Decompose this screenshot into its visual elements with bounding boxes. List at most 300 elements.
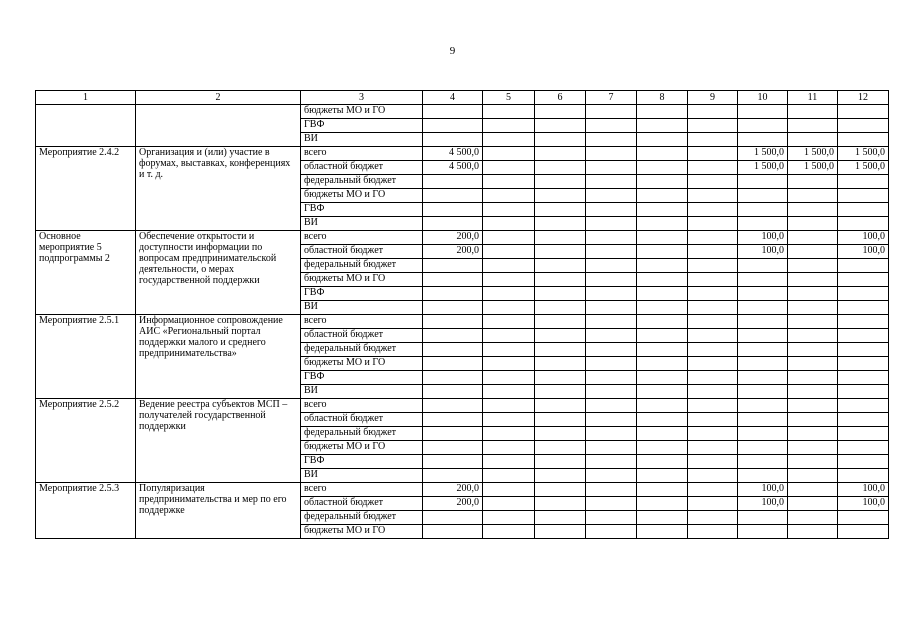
amount-cell-11 <box>788 371 838 385</box>
empty-cell <box>535 315 586 329</box>
empty-cell <box>688 301 738 315</box>
amount-cell-12 <box>838 273 889 287</box>
amount-cell-10 <box>738 203 788 217</box>
amount-cell-11 <box>788 343 838 357</box>
empty-cell <box>483 315 535 329</box>
empty-cell <box>637 231 688 245</box>
empty-cell <box>535 287 586 301</box>
empty-cell <box>688 357 738 371</box>
amount-cell-12 <box>838 413 889 427</box>
funding-source-cell: ГВФ <box>301 371 423 385</box>
amount-cell-10 <box>738 385 788 399</box>
amount-cell-11 <box>788 385 838 399</box>
amount-cell-10: 1 500,0 <box>738 161 788 175</box>
funding-source-cell: федеральный бюджет <box>301 175 423 189</box>
funding-source-cell: всего <box>301 399 423 413</box>
amount-cell-11 <box>788 399 838 413</box>
amount-cell-10 <box>738 371 788 385</box>
empty-cell <box>586 161 637 175</box>
amount-cell-4 <box>423 469 483 483</box>
amount-cell-10 <box>738 105 788 119</box>
empty-cell <box>483 175 535 189</box>
amount-cell-12 <box>838 189 889 203</box>
amount-cell-4 <box>423 273 483 287</box>
activity-cell: Мероприятие 2.4.2 <box>36 147 136 231</box>
funding-source-cell: ГВФ <box>301 287 423 301</box>
empty-cell <box>688 371 738 385</box>
column-header: 6 <box>535 91 586 105</box>
empty-cell <box>637 301 688 315</box>
amount-cell-10 <box>738 357 788 371</box>
empty-cell <box>637 217 688 231</box>
empty-cell <box>586 231 637 245</box>
column-header: 4 <box>423 91 483 105</box>
amount-cell-4 <box>423 105 483 119</box>
empty-cell <box>688 525 738 539</box>
activity-cell: Мероприятие 2.5.2 <box>36 399 136 483</box>
amount-cell-12 <box>838 133 889 147</box>
empty-cell <box>586 175 637 189</box>
empty-cell <box>535 455 586 469</box>
empty-cell <box>535 511 586 525</box>
funding-source-cell: областной бюджет <box>301 245 423 259</box>
empty-cell <box>535 105 586 119</box>
funding-source-cell: областной бюджет <box>301 413 423 427</box>
empty-cell <box>637 497 688 511</box>
empty-cell <box>586 301 637 315</box>
activity-cell: Мероприятие 2.5.3 <box>36 483 136 539</box>
funding-source-cell: всего <box>301 315 423 329</box>
empty-cell <box>586 259 637 273</box>
activity-cell <box>36 105 136 147</box>
amount-cell-10 <box>738 343 788 357</box>
empty-cell <box>688 189 738 203</box>
empty-cell <box>586 399 637 413</box>
amount-cell-10 <box>738 119 788 133</box>
funding-source-cell: областной бюджет <box>301 329 423 343</box>
empty-cell <box>483 189 535 203</box>
empty-cell <box>483 525 535 539</box>
empty-cell <box>483 161 535 175</box>
amount-cell-11 <box>788 483 838 497</box>
column-header: 7 <box>586 91 637 105</box>
empty-cell <box>483 413 535 427</box>
amount-cell-12 <box>838 525 889 539</box>
amount-cell-11 <box>788 441 838 455</box>
amount-cell-11 <box>788 413 838 427</box>
amount-cell-4 <box>423 455 483 469</box>
amount-cell-11 <box>788 357 838 371</box>
empty-cell <box>586 385 637 399</box>
amount-cell-11 <box>788 511 838 525</box>
empty-cell <box>586 105 637 119</box>
empty-cell <box>535 133 586 147</box>
empty-cell <box>483 301 535 315</box>
amount-cell-12 <box>838 385 889 399</box>
empty-cell <box>688 245 738 259</box>
amount-cell-10: 100,0 <box>738 497 788 511</box>
empty-cell <box>688 287 738 301</box>
empty-cell <box>483 147 535 161</box>
empty-cell <box>586 329 637 343</box>
empty-cell <box>688 441 738 455</box>
empty-cell <box>586 357 637 371</box>
amount-cell-11: 1 500,0 <box>788 147 838 161</box>
empty-cell <box>637 371 688 385</box>
column-header: 2 <box>136 91 301 105</box>
amount-cell-12 <box>838 287 889 301</box>
empty-cell <box>586 469 637 483</box>
amount-cell-4 <box>423 371 483 385</box>
amount-cell-4 <box>423 441 483 455</box>
amount-cell-12 <box>838 511 889 525</box>
amount-cell-12 <box>838 441 889 455</box>
amount-cell-12: 100,0 <box>838 231 889 245</box>
amount-cell-4: 4 500,0 <box>423 161 483 175</box>
amount-cell-4 <box>423 385 483 399</box>
empty-cell <box>586 511 637 525</box>
amount-cell-12 <box>838 399 889 413</box>
amount-cell-4: 200,0 <box>423 497 483 511</box>
empty-cell <box>688 483 738 497</box>
empty-cell <box>637 259 688 273</box>
description-cell: Организация и (или) участие в форумах, выставках, конференциях и т. д. <box>136 147 301 231</box>
empty-cell <box>535 441 586 455</box>
funding-source-cell: бюджеты МО и ГО <box>301 357 423 371</box>
empty-cell <box>535 231 586 245</box>
funding-source-cell: ВИ <box>301 469 423 483</box>
empty-cell <box>535 399 586 413</box>
empty-cell <box>535 413 586 427</box>
empty-cell <box>688 105 738 119</box>
amount-cell-4 <box>423 217 483 231</box>
empty-cell <box>483 343 535 357</box>
empty-cell <box>535 217 586 231</box>
funding-source-cell: бюджеты МО и ГО <box>301 189 423 203</box>
amount-cell-10 <box>738 441 788 455</box>
amount-cell-4 <box>423 357 483 371</box>
amount-cell-11 <box>788 259 838 273</box>
empty-cell <box>483 329 535 343</box>
empty-cell <box>688 427 738 441</box>
empty-cell <box>535 385 586 399</box>
empty-cell <box>586 315 637 329</box>
empty-cell <box>586 273 637 287</box>
amount-cell-11: 1 500,0 <box>788 161 838 175</box>
amount-cell-4 <box>423 399 483 413</box>
empty-cell <box>483 357 535 371</box>
empty-cell <box>535 427 586 441</box>
empty-cell <box>637 441 688 455</box>
empty-cell <box>637 413 688 427</box>
column-header: 3 <box>301 91 423 105</box>
empty-cell <box>688 343 738 357</box>
amount-cell-10 <box>738 413 788 427</box>
empty-cell <box>483 105 535 119</box>
funding-source-cell: ГВФ <box>301 203 423 217</box>
amount-cell-11 <box>788 231 838 245</box>
amount-cell-11 <box>788 133 838 147</box>
amount-cell-10 <box>738 217 788 231</box>
funding-source-cell: федеральный бюджет <box>301 511 423 525</box>
amount-cell-12 <box>838 469 889 483</box>
amount-cell-4 <box>423 259 483 273</box>
empty-cell <box>535 119 586 133</box>
funding-source-cell: областной бюджет <box>301 497 423 511</box>
empty-cell <box>483 441 535 455</box>
empty-cell <box>483 497 535 511</box>
empty-cell <box>688 455 738 469</box>
amount-cell-10 <box>738 175 788 189</box>
empty-cell <box>483 203 535 217</box>
empty-cell <box>637 203 688 217</box>
column-header: 10 <box>738 91 788 105</box>
empty-cell <box>688 511 738 525</box>
amount-cell-10 <box>738 427 788 441</box>
amount-cell-4 <box>423 525 483 539</box>
amount-cell-11 <box>788 497 838 511</box>
amount-cell-4 <box>423 315 483 329</box>
amount-cell-11 <box>788 301 838 315</box>
amount-cell-11 <box>788 329 838 343</box>
empty-cell <box>637 245 688 259</box>
empty-cell <box>586 217 637 231</box>
amount-cell-12 <box>838 455 889 469</box>
empty-cell <box>688 147 738 161</box>
amount-cell-11 <box>788 427 838 441</box>
empty-cell <box>535 357 586 371</box>
empty-cell <box>637 147 688 161</box>
empty-cell <box>535 301 586 315</box>
empty-cell <box>637 483 688 497</box>
amount-cell-11 <box>788 273 838 287</box>
column-header: 5 <box>483 91 535 105</box>
table-row <box>36 231 889 245</box>
empty-cell <box>688 259 738 273</box>
funding-source-cell: ВИ <box>301 133 423 147</box>
activity-cell: Мероприятие 2.5.1 <box>36 315 136 399</box>
empty-cell <box>586 133 637 147</box>
empty-cell <box>637 133 688 147</box>
amount-cell-12 <box>838 329 889 343</box>
empty-cell <box>586 119 637 133</box>
amount-cell-10 <box>738 273 788 287</box>
empty-cell <box>637 399 688 413</box>
empty-cell <box>637 427 688 441</box>
empty-cell <box>637 511 688 525</box>
empty-cell <box>483 259 535 273</box>
description-cell: Информационное сопровождение АИС «Региональный портал поддержки малого и среднего предпринимательства» <box>136 315 301 399</box>
amount-cell-11 <box>788 105 838 119</box>
empty-cell <box>483 217 535 231</box>
amount-cell-12 <box>838 203 889 217</box>
empty-cell <box>483 371 535 385</box>
amount-cell-12 <box>838 119 889 133</box>
amount-cell-4 <box>423 427 483 441</box>
amount-cell-10 <box>738 259 788 273</box>
empty-cell <box>586 413 637 427</box>
empty-cell <box>483 245 535 259</box>
empty-cell <box>535 371 586 385</box>
empty-cell <box>688 161 738 175</box>
funding-source-cell: бюджеты МО и ГО <box>301 525 423 539</box>
amount-cell-10 <box>738 287 788 301</box>
table-row <box>36 315 889 329</box>
empty-cell <box>535 203 586 217</box>
empty-cell <box>637 287 688 301</box>
amount-cell-11 <box>788 455 838 469</box>
empty-cell <box>483 399 535 413</box>
empty-cell <box>688 329 738 343</box>
empty-cell <box>688 217 738 231</box>
empty-cell <box>586 245 637 259</box>
amount-cell-10: 1 500,0 <box>738 147 788 161</box>
amount-cell-4: 200,0 <box>423 231 483 245</box>
empty-cell <box>637 455 688 469</box>
amount-cell-11 <box>788 469 838 483</box>
amount-cell-4 <box>423 287 483 301</box>
amount-cell-10: 100,0 <box>738 231 788 245</box>
empty-cell <box>637 343 688 357</box>
amount-cell-10 <box>738 329 788 343</box>
amount-cell-11 <box>788 189 838 203</box>
amount-cell-4 <box>423 119 483 133</box>
empty-cell <box>637 161 688 175</box>
empty-cell <box>688 497 738 511</box>
empty-cell <box>483 133 535 147</box>
empty-cell <box>535 245 586 259</box>
amount-cell-11 <box>788 119 838 133</box>
amount-cell-12 <box>838 175 889 189</box>
empty-cell <box>637 273 688 287</box>
amount-cell-10 <box>738 525 788 539</box>
empty-cell <box>483 231 535 245</box>
empty-cell <box>535 161 586 175</box>
empty-cell <box>535 343 586 357</box>
empty-cell <box>586 455 637 469</box>
empty-cell <box>483 273 535 287</box>
empty-cell <box>688 119 738 133</box>
amount-cell-11 <box>788 287 838 301</box>
amount-cell-10 <box>738 511 788 525</box>
empty-cell <box>535 259 586 273</box>
description-cell: Популяризация предпринимательства и мер по его поддержке <box>136 483 301 539</box>
empty-cell <box>535 329 586 343</box>
empty-cell <box>586 189 637 203</box>
amount-cell-4 <box>423 511 483 525</box>
amount-cell-12 <box>838 217 889 231</box>
funding-source-cell: федеральный бюджет <box>301 259 423 273</box>
amount-cell-10 <box>738 399 788 413</box>
empty-cell <box>483 455 535 469</box>
empty-cell <box>535 147 586 161</box>
empty-cell <box>483 427 535 441</box>
amount-cell-12 <box>838 259 889 273</box>
amount-cell-4: 200,0 <box>423 245 483 259</box>
table-row <box>36 147 889 161</box>
empty-cell <box>637 525 688 539</box>
empty-cell <box>535 525 586 539</box>
empty-cell <box>586 427 637 441</box>
amount-cell-10: 100,0 <box>738 245 788 259</box>
funding-source-cell: ВИ <box>301 301 423 315</box>
amount-cell-12 <box>838 427 889 441</box>
funding-source-cell: бюджеты МО и ГО <box>301 273 423 287</box>
funding-source-cell: ВИ <box>301 385 423 399</box>
budget-table <box>35 90 889 539</box>
empty-cell <box>483 469 535 483</box>
amount-cell-4 <box>423 413 483 427</box>
funding-source-cell: всего <box>301 147 423 161</box>
column-header: 9 <box>688 91 738 105</box>
empty-cell <box>586 343 637 357</box>
funding-source-cell: бюджеты МО и ГО <box>301 441 423 455</box>
funding-source-cell: ГВФ <box>301 455 423 469</box>
amount-cell-12 <box>838 371 889 385</box>
amount-cell-10 <box>738 469 788 483</box>
funding-source-cell: федеральный бюджет <box>301 427 423 441</box>
empty-cell <box>586 525 637 539</box>
amount-cell-4 <box>423 301 483 315</box>
description-cell: Обеспечение открытости и доступности информации по вопросам предпринимательской деятельности, о мерах государственной поддержки <box>136 231 301 315</box>
amount-cell-4 <box>423 343 483 357</box>
empty-cell <box>483 287 535 301</box>
amount-cell-4 <box>423 329 483 343</box>
empty-cell <box>688 413 738 427</box>
amount-cell-10: 100,0 <box>738 483 788 497</box>
empty-cell <box>586 287 637 301</box>
amount-cell-10 <box>738 189 788 203</box>
amount-cell-12: 100,0 <box>838 497 889 511</box>
empty-cell <box>637 119 688 133</box>
empty-cell <box>535 189 586 203</box>
amount-cell-11 <box>788 525 838 539</box>
empty-cell <box>483 119 535 133</box>
empty-cell <box>688 231 738 245</box>
header-row <box>36 91 889 105</box>
column-header: 1 <box>36 91 136 105</box>
empty-cell <box>637 105 688 119</box>
funding-source-cell: областной бюджет <box>301 161 423 175</box>
empty-cell <box>688 175 738 189</box>
amount-cell-11 <box>788 315 838 329</box>
amount-cell-12 <box>838 343 889 357</box>
amount-cell-12: 1 500,0 <box>838 161 889 175</box>
empty-cell <box>637 329 688 343</box>
empty-cell <box>688 133 738 147</box>
amount-cell-10 <box>738 301 788 315</box>
empty-cell <box>535 273 586 287</box>
amount-cell-11 <box>788 175 838 189</box>
empty-cell <box>688 203 738 217</box>
description-cell <box>136 105 301 147</box>
empty-cell <box>688 385 738 399</box>
empty-cell <box>535 469 586 483</box>
amount-cell-10 <box>738 315 788 329</box>
empty-cell <box>637 385 688 399</box>
funding-source-cell: всего <box>301 231 423 245</box>
amount-cell-4: 4 500,0 <box>423 147 483 161</box>
amount-cell-10 <box>738 133 788 147</box>
empty-cell <box>637 189 688 203</box>
amount-cell-12 <box>838 315 889 329</box>
empty-cell <box>586 497 637 511</box>
amount-cell-12: 100,0 <box>838 245 889 259</box>
funding-source-cell: бюджеты МО и ГО <box>301 105 423 119</box>
amount-cell-12: 1 500,0 <box>838 147 889 161</box>
empty-cell <box>535 497 586 511</box>
amount-cell-11 <box>788 203 838 217</box>
